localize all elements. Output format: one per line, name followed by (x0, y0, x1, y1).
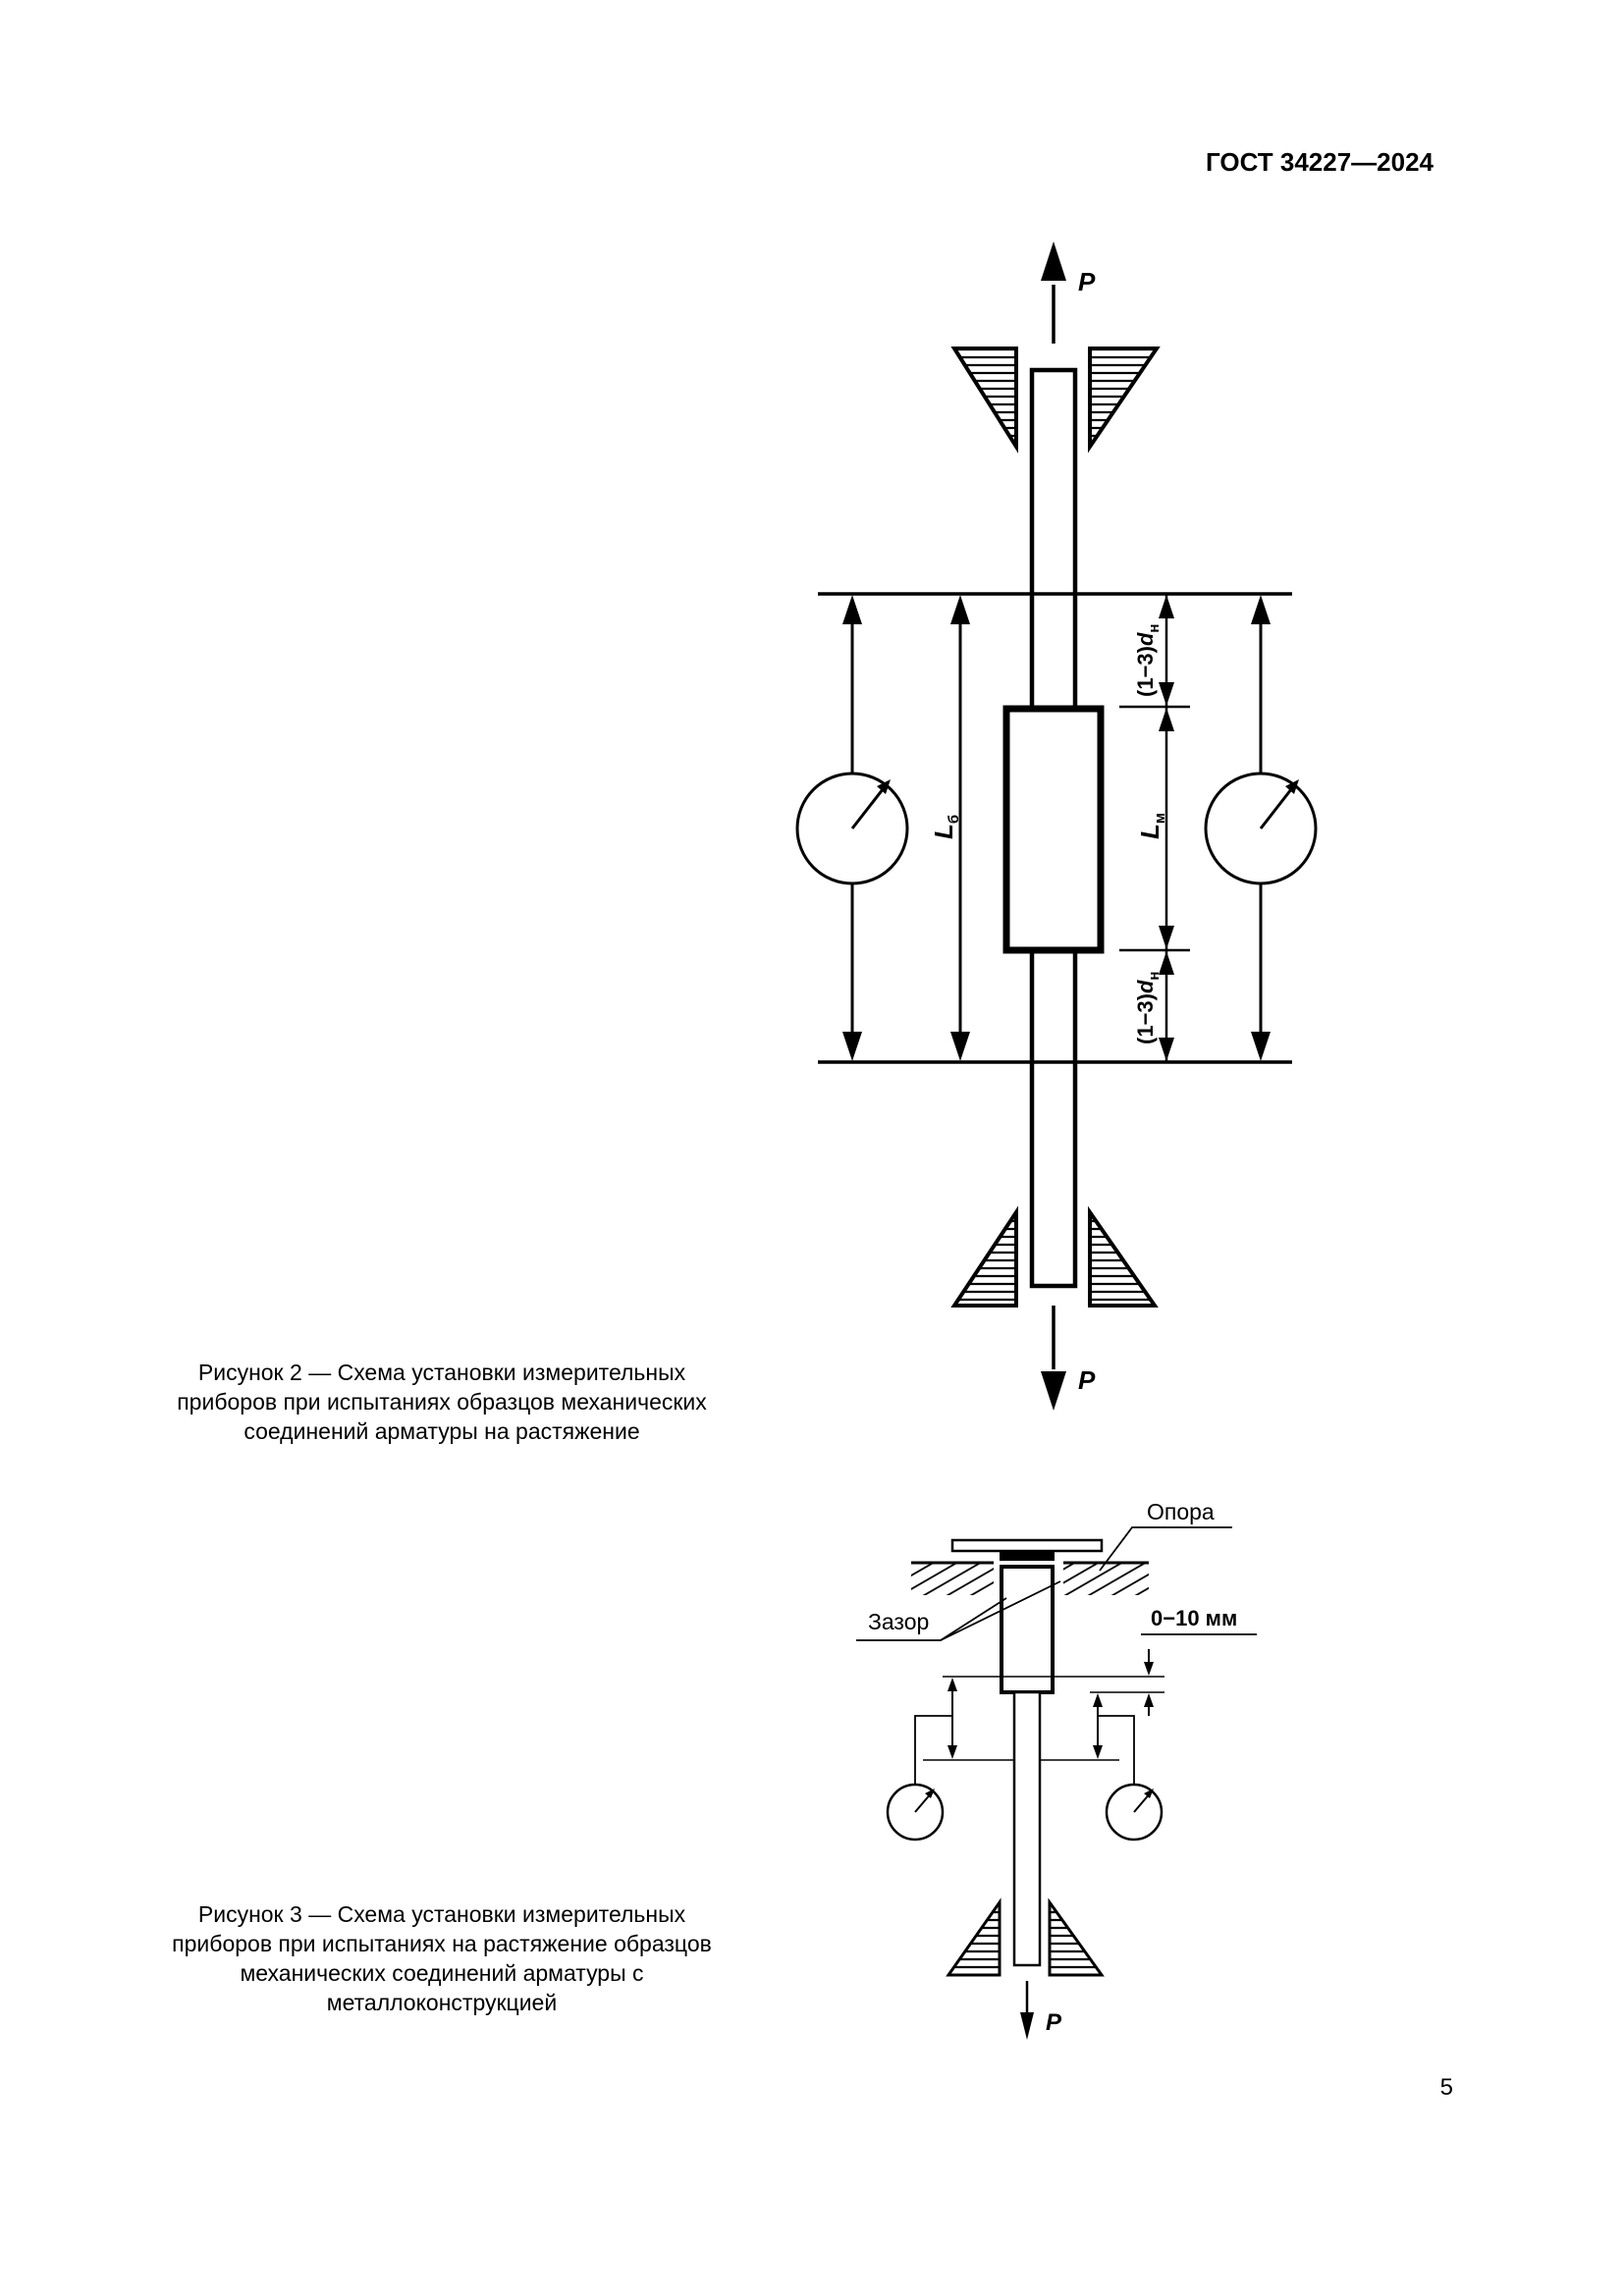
grip-fig3-right (1050, 1902, 1102, 1975)
coupling (1006, 709, 1101, 950)
force-arrow-top (1041, 241, 1066, 344)
measure-dimension-left (947, 1678, 957, 1759)
force-label-top: P (1078, 267, 1096, 296)
figure-3-caption: Рисунок 3 — Схема установки измерительных приборов при испытаниях на растяжение образцов механических соединений арматуры с металлоконструкцией (172, 1901, 712, 2015)
force-arrow-bottom (1041, 1306, 1066, 1411)
support-block-left (911, 1563, 994, 1595)
measure-dimension-right (1093, 1693, 1103, 1759)
dial-gauge-fig3-right (1107, 1785, 1162, 1840)
grip-bottom-right (1090, 1212, 1155, 1306)
offset-label-bottom: (1−3)dн (1133, 971, 1163, 1044)
standard-number: ГОСТ 34227—2024 (1206, 147, 1434, 177)
gap-dimension (1144, 1649, 1154, 1716)
force-arrow-fig3 (1020, 1981, 1034, 2040)
support-block-right (1063, 1563, 1149, 1595)
offset-label-top: (1−3)dн (1133, 623, 1163, 697)
rebar-upper (1032, 370, 1075, 709)
gap-label: Зазор (868, 1609, 930, 1634)
figure-2-caption: Рисунок 2 — Схема установки измерительных приборов при испытаниях образцов механических соединений арматуры на растяжение (177, 1360, 707, 1444)
force-label-bottom: P (1078, 1365, 1096, 1395)
coupling-fig3 (1001, 1567, 1053, 1692)
offset-dimension-top (1159, 595, 1174, 706)
figure-3 (856, 1499, 1257, 2040)
grip-top-right (1090, 348, 1157, 447)
support-pad (1000, 1551, 1055, 1561)
figure-2 (797, 241, 1316, 1411)
rebar-fig3 (1014, 1692, 1040, 1965)
offset-dimension-bottom (1159, 951, 1174, 1061)
rebar-lower (1032, 950, 1075, 1286)
force-label-fig3: P (1046, 2009, 1062, 2036)
base-length-label: Lб (929, 814, 962, 839)
grip-fig3-left (948, 1902, 1000, 1975)
gap-range-label: 0−10 мм (1151, 1606, 1238, 1630)
dial-gauge-left (797, 774, 907, 883)
support-label: Опора (1147, 1499, 1215, 1524)
dial-gauge-fig3-left (888, 1785, 943, 1840)
page-number: 5 (1439, 2074, 1453, 2101)
grip-top-left (954, 348, 1016, 447)
dial-gauge-right (1206, 774, 1316, 883)
grip-bottom-left (954, 1212, 1016, 1306)
coupling-length-label: Lм (1135, 813, 1168, 839)
support-plate (952, 1540, 1102, 1551)
